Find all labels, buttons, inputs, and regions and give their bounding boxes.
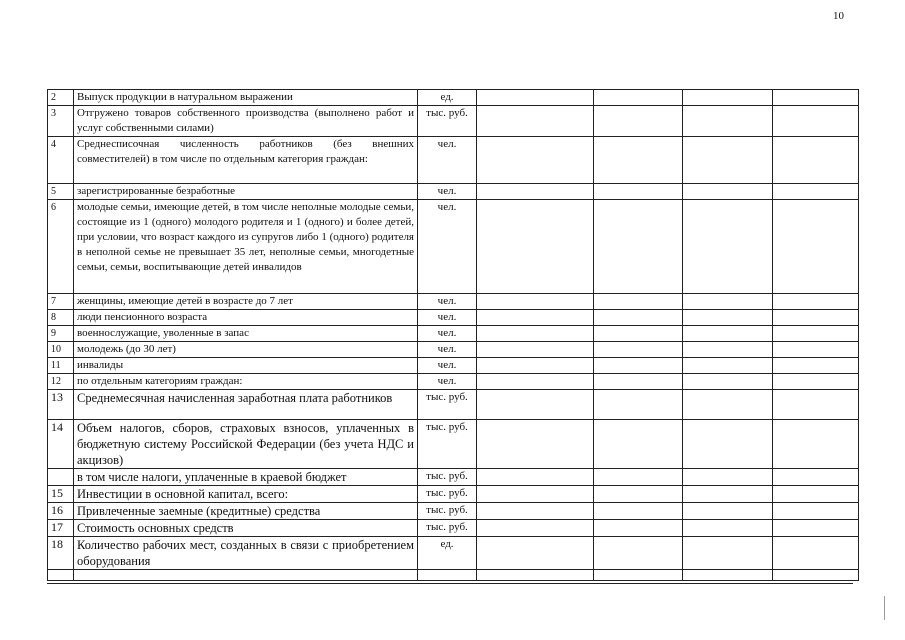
row-number: 17: [48, 520, 74, 537]
value-cell: [477, 486, 594, 503]
indicator-name: [74, 570, 418, 581]
row-number: 11: [48, 358, 74, 374]
value-cell: [683, 342, 773, 358]
table-row: [48, 106, 859, 137]
unit-of-measure: чел.: [418, 326, 477, 342]
value-cell: [477, 358, 594, 374]
indicator-name: Отгружено товаров собственного производства (выполнено работ и услуг собственными силами): [74, 106, 418, 137]
table-row: [48, 469, 859, 486]
table-row: [48, 537, 859, 570]
value-cell: [477, 137, 594, 184]
value-cell: [594, 310, 683, 326]
value-cell: [773, 106, 859, 137]
unit-of-measure: тыс. руб.: [418, 469, 477, 486]
value-cell: [773, 294, 859, 310]
value-cell: [773, 358, 859, 374]
value-cell: [477, 184, 594, 200]
value-cell: [683, 469, 773, 486]
value-cell: [594, 90, 683, 106]
indicator-name: Среднесписочная численность работников (без внешних совместителей) в том числе по отдельным категория граждан:: [74, 137, 418, 184]
row-number: 12: [48, 374, 74, 390]
indicator-name: инвалиды: [74, 358, 418, 374]
value-cell: [683, 503, 773, 520]
row-number: 13: [48, 390, 74, 420]
value-cell: [594, 106, 683, 137]
table-row: [48, 326, 859, 342]
value-cell: [773, 90, 859, 106]
indicator-name: Выпуск продукции в натуральном выражении: [74, 90, 418, 106]
indicator-name: молодые семьи, имеющие детей, в том числе неполные молодые семьи, состоящие из 1 (одного) молодого родителя и 1 (одного) и более детей, при условии, что возраст каждого из супругов либо 1 (одного) родителя в неполной семье не превышает 35 лет, неполные семьи, многодетные семьи, семьи, воспитывающие детей инвалидов: [74, 200, 418, 294]
indicators-table: [47, 89, 859, 581]
unit-of-measure: чел.: [418, 294, 477, 310]
value-cell: [594, 520, 683, 537]
edge-mark: [884, 596, 885, 620]
row-number: 8: [48, 310, 74, 326]
value-cell: [683, 106, 773, 137]
unit-of-measure: тыс. руб.: [418, 420, 477, 469]
row-number: [48, 469, 74, 486]
value-cell: [773, 503, 859, 520]
table-row: [48, 184, 859, 200]
value-cell: [477, 570, 594, 581]
row-number: 14: [48, 420, 74, 469]
value-cell: [477, 90, 594, 106]
unit-of-measure: [418, 570, 477, 581]
row-number: 6: [48, 200, 74, 294]
unit-of-measure: ед.: [418, 537, 477, 570]
value-cell: [594, 503, 683, 520]
value-cell: [594, 570, 683, 581]
row-number: 16: [48, 503, 74, 520]
table-row: [48, 310, 859, 326]
value-cell: [683, 310, 773, 326]
indicator-name: зарегистрированные безработные: [74, 184, 418, 200]
row-number: 10: [48, 342, 74, 358]
unit-of-measure: чел.: [418, 374, 477, 390]
value-cell: [683, 486, 773, 503]
value-cell: [594, 200, 683, 294]
indicator-name: молодежь (до 30 лет): [74, 342, 418, 358]
unit-of-measure: тыс. руб.: [418, 503, 477, 520]
table-row: [48, 503, 859, 520]
value-cell: [773, 310, 859, 326]
value-cell: [594, 390, 683, 420]
row-number: 5: [48, 184, 74, 200]
table-row: [48, 137, 859, 184]
value-cell: [683, 374, 773, 390]
table-row: [48, 90, 859, 106]
indicator-name: Количество рабочих мест, созданных в связи с приобретением оборудования: [74, 537, 418, 570]
value-cell: [773, 570, 859, 581]
unit-of-measure: ед.: [418, 90, 477, 106]
value-cell: [477, 374, 594, 390]
value-cell: [594, 326, 683, 342]
value-cell: [773, 469, 859, 486]
empty-row: [48, 570, 859, 581]
value-cell: [477, 106, 594, 137]
indicator-name: в том числе налоги, уплаченные в краевой бюджет: [74, 469, 418, 486]
table-row: [48, 374, 859, 390]
value-cell: [594, 374, 683, 390]
value-cell: [683, 326, 773, 342]
value-cell: [683, 537, 773, 570]
row-number: 4: [48, 137, 74, 184]
value-cell: [594, 537, 683, 570]
value-cell: [683, 294, 773, 310]
table-row: [48, 520, 859, 537]
value-cell: [477, 469, 594, 486]
unit-of-measure: тыс. руб.: [418, 390, 477, 420]
value-cell: [594, 420, 683, 469]
value-cell: [477, 294, 594, 310]
page-number: 10: [833, 10, 844, 22]
unit-of-measure: тыс. руб.: [418, 520, 477, 537]
value-cell: [773, 184, 859, 200]
value-cell: [773, 486, 859, 503]
value-cell: [477, 326, 594, 342]
value-cell: [773, 390, 859, 420]
value-cell: [594, 358, 683, 374]
value-cell: [683, 137, 773, 184]
row-number: 7: [48, 294, 74, 310]
unit-of-measure: чел.: [418, 358, 477, 374]
value-cell: [594, 294, 683, 310]
value-cell: [683, 200, 773, 294]
value-cell: [477, 520, 594, 537]
value-cell: [594, 469, 683, 486]
table-row: [48, 358, 859, 374]
table-row: [48, 390, 859, 420]
indicator-name: по отдельным категориям граждан:: [74, 374, 418, 390]
value-cell: [773, 520, 859, 537]
table-row: [48, 486, 859, 503]
indicator-name: Объем налогов, сборов, страховых взносов, уплаченных в бюджетную систему Российской Федерации (без учета НДС и акцизов): [74, 420, 418, 469]
value-cell: [773, 326, 859, 342]
value-cell: [683, 184, 773, 200]
value-cell: [477, 390, 594, 420]
value-cell: [477, 503, 594, 520]
bottom-rule: [47, 583, 853, 584]
indicator-name: военнослужащие, уволенные в запас: [74, 326, 418, 342]
row-number: 2: [48, 90, 74, 106]
table-row: [48, 342, 859, 358]
table-row: [48, 420, 859, 469]
unit-of-measure: чел.: [418, 310, 477, 326]
table-row: [48, 294, 859, 310]
row-number: 18: [48, 537, 74, 570]
value-cell: [773, 342, 859, 358]
unit-of-measure: тыс. руб.: [418, 486, 477, 503]
indicator-name: женщины, имеющие детей в возрасте до 7 лет: [74, 294, 418, 310]
value-cell: [773, 537, 859, 570]
indicator-name: Инвестиции в основной капитал, всего:: [74, 486, 418, 503]
row-number: 9: [48, 326, 74, 342]
value-cell: [683, 90, 773, 106]
value-cell: [683, 570, 773, 581]
value-cell: [477, 342, 594, 358]
row-number: 15: [48, 486, 74, 503]
value-cell: [594, 184, 683, 200]
unit-of-measure: чел.: [418, 184, 477, 200]
value-cell: [683, 420, 773, 469]
value-cell: [773, 420, 859, 469]
unit-of-measure: чел.: [418, 342, 477, 358]
table-row: [48, 200, 859, 294]
value-cell: [594, 342, 683, 358]
value-cell: [594, 486, 683, 503]
indicator-name: Стоимость основных средств: [74, 520, 418, 537]
unit-of-measure: тыс. руб.: [418, 106, 477, 137]
unit-of-measure: чел.: [418, 137, 477, 184]
value-cell: [683, 358, 773, 374]
value-cell: [773, 200, 859, 294]
row-number: [48, 570, 74, 581]
value-cell: [477, 310, 594, 326]
unit-of-measure: чел.: [418, 200, 477, 294]
value-cell: [594, 137, 683, 184]
row-number: 3: [48, 106, 74, 137]
indicator-name: люди пенсионного возраста: [74, 310, 418, 326]
value-cell: [773, 374, 859, 390]
indicator-name: Привлеченные заемные (кредитные) средства: [74, 503, 418, 520]
value-cell: [683, 520, 773, 537]
value-cell: [773, 137, 859, 184]
value-cell: [683, 390, 773, 420]
indicator-name: Среднемесячная начисленная заработная плата работников: [74, 390, 418, 420]
value-cell: [477, 420, 594, 469]
value-cell: [477, 200, 594, 294]
value-cell: [477, 537, 594, 570]
